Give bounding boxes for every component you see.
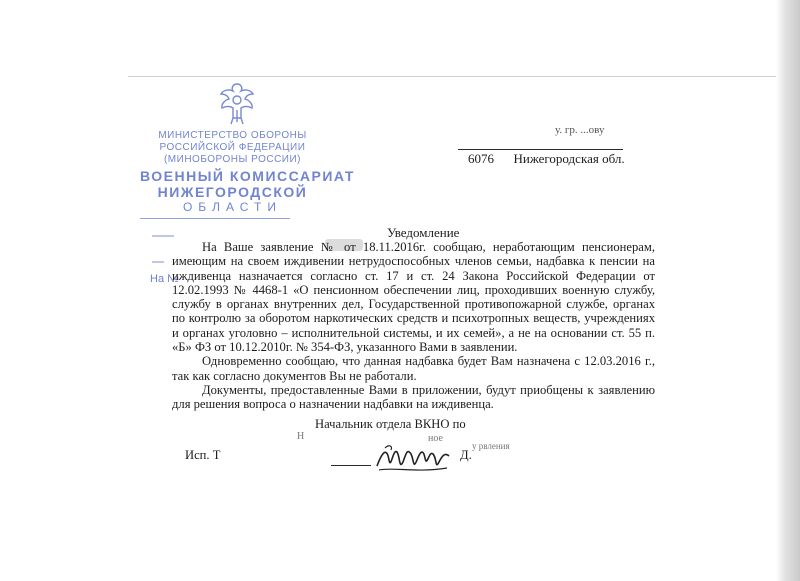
- document-body: [172, 240, 655, 412]
- paragraph-main: На Ваше заявление № от 18.11.2016г. сообщаю, неработающим пенсионерам, имеющим на своем иждивении нетрудоспособных членов семьи, надбавка к пенсии на иждивенца назначается согласно ст. 17 и ст. 24 Закона Российской Федерации от 12.02.1993 № 4468-1 «О пенсионном обеспечении лиц, проходивших военную службу, службу в органах внутренних дел, Государственной противопожарной службе, органах по контролю за оборотом наркотических средств и психотропных веществ, учреждениях и органах уголовно – исполнительной системы, и их семей», а не на основании ст. 55 п. «Б» ФЗ от 10.12.2010г. № 354-ФЗ, указанного Вами в заявлении.: [172, 240, 655, 355]
- stamp-line-oblast: ОБЛАСТИ: [182, 200, 283, 214]
- scan-shadow: [776, 0, 800, 581]
- address-rule: [458, 149, 623, 150]
- executor-initial: Д.: [460, 448, 472, 462]
- stamp-line-abbrev: (МИНОБОРОНЫ РОССИИ): [163, 154, 302, 165]
- stamp-line-region: НИЖЕГОРОДСКОЙ: [157, 184, 308, 200]
- stamp-rule: [140, 218, 290, 219]
- executor-label: Исп. Т: [185, 448, 221, 462]
- stamp-line-commissariat: ВОЕННЫЙ КОМИССАРИАТ: [140, 168, 355, 184]
- recipient-name-fragment: у. гр. ...ову: [555, 124, 605, 136]
- corner-stamp: [140, 80, 355, 230]
- signer-title: Начальник отдела ВКНО по: [315, 417, 466, 431]
- signer-subtitle-right: у рвления: [472, 441, 510, 451]
- recipient-address: 6076 Нижегородская обл.: [468, 151, 625, 166]
- signer-subtitle-mid: ное: [428, 433, 443, 444]
- handwritten-signature: [375, 440, 453, 478]
- eagle-emblem-icon: [215, 80, 259, 126]
- signer-subtitle-left: Н: [297, 431, 305, 442]
- margin-reference: На №: [150, 273, 179, 285]
- stamp-line-ministry: МИНИСТЕРСТВО ОБОРОНЫ: [158, 130, 307, 141]
- paragraph-documents: Документы, предоставленные Вами в приложении, будут приобщены к заявлению для решения вопроса о назначении надбавки на иждивенца.: [172, 382, 655, 412]
- scan-edge: [128, 76, 800, 77]
- paragraph-date: Одновременно сообщаю, что данная надбавка будет Вам назначена с 12.03.2016 г., так как согласно документов Вы не работали.: [172, 354, 655, 383]
- stamp-line-federation: РОССИЙСКОЙ ФЕДЕРАЦИИ: [159, 142, 306, 153]
- signature-rule: [331, 465, 371, 466]
- document-heading: Уведомление: [387, 225, 460, 240]
